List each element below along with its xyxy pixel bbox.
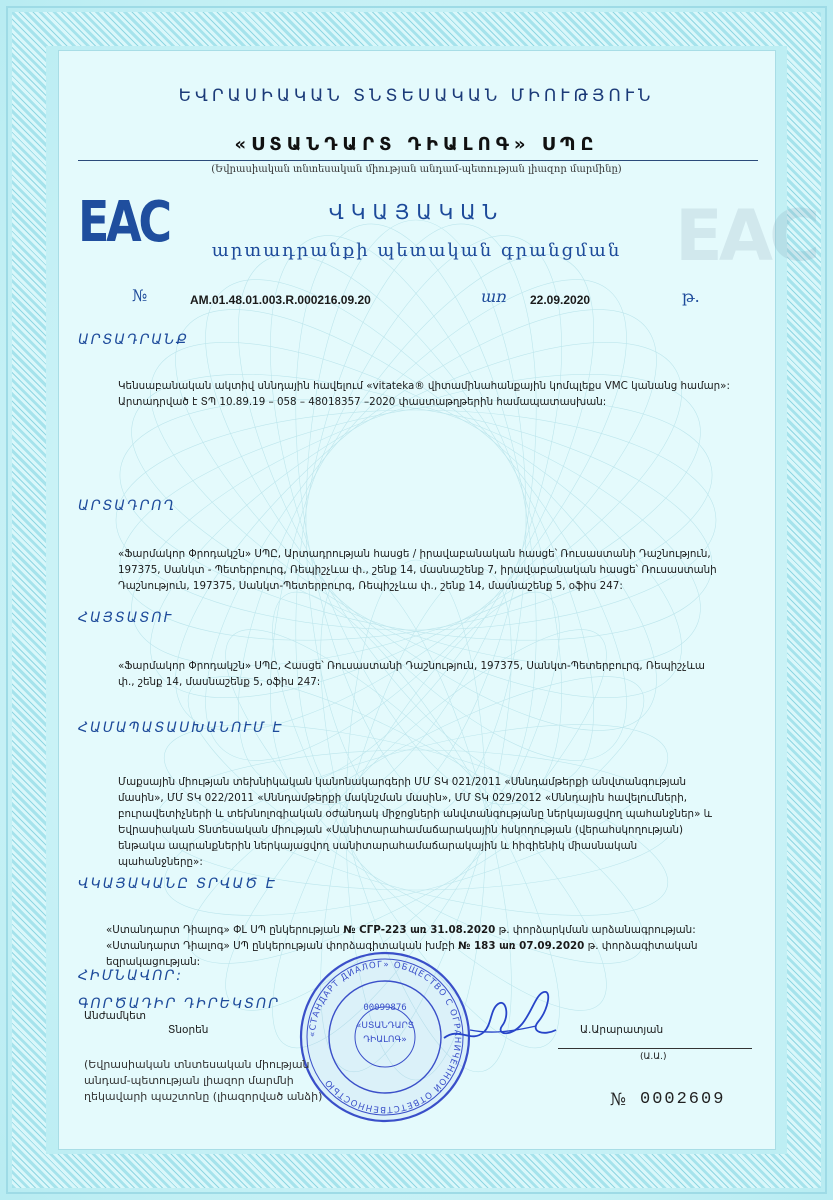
initials-caption: (Ա.Ա.) [640, 1052, 667, 1062]
head-heading: ԳՈՐԾԱԴԻՐ ԴԻՐԵԿՏՈՐ [78, 996, 280, 1012]
certificate-number: AM.01.48.01.003.R.000216.09.20 [190, 293, 371, 307]
serial-label: № [610, 1090, 627, 1110]
signature-line [558, 1048, 752, 1049]
expert-group-reference: № 183 առ 07.09.2020 [458, 940, 585, 952]
certificate-date: 22.09.2020 [530, 293, 591, 307]
manufacturer-line: «Ֆարմակոր Փրոդակշն» ՍՊԸ, Արտադրության հասցե / իրավաբանական հասցե՝ Ռուսաստանի Դաշնություն, [118, 548, 711, 560]
seal-center-bottom: ԴԻԱԼՈԳ» [363, 1035, 407, 1045]
seal-ring-text: «СТАНДАРТ ДИАЛОГ» ОБЩЕСТВО С ОГРАНИЧЕННОЙ ОТВЕТСТВЕННОСТЬЮ [307, 959, 463, 1115]
applicant-text [118, 658, 705, 690]
issued-line: եզրակացության: [106, 956, 201, 968]
date-label: առ [481, 287, 507, 306]
conformity-line: ենթակա ապրանքներին ներկայացվող սանիտարահամաճարակային և հիգիենիկ միասնական [118, 840, 638, 852]
applicant-heading: ՀԱՅՏԱՏՈՒ [78, 610, 174, 626]
conformity-line: պահանջները»: [118, 856, 203, 868]
applicant-line: փ., շենք 14, մասնաշենք 5, օֆիս 247: [118, 676, 321, 688]
union-title: ԵՎՐԱՍԻԱԿԱՆ ՏՆՏԵՍԱԿԱՆ ՄԻՈՒԹՅՈՒՆ [178, 86, 655, 106]
manufacturer-line: 197375, Սանկտ - Պետերբուրգ, Ռեպիշչևա փ., շենք 14, մասնաշենք 7, իրավաբանական հասցե՝ Ռուսաստանի [118, 564, 717, 576]
conformity-line: մասին», ՄՄ ՏԿ 022/2011 «Սննդամթերքի մակնշման մասին», ՄՄ ՏԿ 029/2012 «Սննդային հավելումների, [118, 792, 687, 804]
protocol-reference: № СГР-223 առ 31.08.2020 [343, 924, 496, 936]
issued-line1-suffix: թ. փորձարկման արձանագրության: [498, 924, 696, 936]
manufacturer-text [118, 546, 717, 594]
seal-code: 00099876 [363, 1003, 407, 1013]
issued-line2-suffix: թ. փորձագիտական [587, 940, 698, 952]
product-heading: ԱՐՏԱԴՐԱՆՔ [78, 332, 189, 348]
conformity-line: Եվրասիական Տնտեսական միության «Սանիտարահամաճարակային հսկողության (վերահսկողության) [118, 824, 684, 836]
number-label: № [132, 286, 148, 305]
signature-underline [470, 1026, 536, 1032]
ghost-mark-watermark: ЕАС [675, 195, 817, 277]
manufacturer-heading: ԱՐՏԱԴՐՈՂ [78, 498, 177, 514]
eac-mark-logo: ЕАС [78, 190, 169, 255]
certificate-subtitle: արտադրանքի պետական գրանցման [211, 240, 622, 261]
handwritten-signature [440, 986, 560, 1056]
issued-line1-prefix: «Ստանդարտ Դիալոգ» ՓԼ ՍՊ ընկերության [106, 924, 340, 936]
position-label: Անժամկետ [84, 1010, 147, 1022]
year-suffix: թ. [682, 287, 700, 306]
conformity-line: Մաքսային միության տեխնիկական կանոնակարգերի ՄՄ ՏԿ 021/2011 «Սննդամթերքի անվտանգության [118, 776, 687, 788]
conformity-text [118, 774, 712, 870]
issued-line [106, 922, 698, 938]
seal-center-top: «ՍՏԱՆԴԱՐՏ [355, 1021, 415, 1031]
certificate-title: ՎԿԱՅԱԿԱՆ [328, 200, 505, 224]
issued-heading: ՎԿԱՅԱԿԱՆԸ ՏՐՎԱԾ Է [78, 876, 277, 892]
product-line: Կենսաբանական ակտիվ սննդային հավելում «vitateka® վիտամինահանքային կոմպլեքս VMC կանանց համար»: [118, 380, 730, 392]
product-text [118, 378, 730, 410]
footer-line: (Եվրասիական տնտեսական միության [84, 1058, 310, 1071]
organization-name: «ՍՏԱՆԴԱՐՏ ԴԻԱԼՈԳ» ՍՊԸ [234, 134, 599, 155]
authority-footer [84, 1057, 322, 1105]
basis-heading: ՀԻՄՆԱՎՈՐ: [78, 968, 183, 984]
applicant-line: «Ֆարմակոր Փրոդակշն» ՍՊԸ, Հասցե՝ Ռուսաստանի Դաշնություն, 197375, Սանկտ-Պետերբուրգ, Ռեպիշչևա [118, 660, 705, 672]
header-divider [78, 160, 758, 161]
conformity-heading: ՀԱՄԱՊԱՏԱՍԽԱՆՈՒՄ Է [78, 720, 284, 736]
director-name: Ա.Արարատյան [580, 1024, 664, 1036]
manufacturer-line: Դաշնություն, 197375, Սանկտ-Պետերբուրգ, Ռեպիշչևա փ., շենք 14, մասնաշենք 5, օֆիս 247: [118, 580, 623, 592]
conformity-line: բուրավետիչների և տեխնոլոգիական օժանդակ միջոցների անվտանգությանը ներկայացվող պահանջներ» և [118, 808, 713, 820]
product-line: Արտադրված է ՏՊ 10.89.19 – 058 – 48018357 –2020 փաստաթղթերին համապատասխան: [118, 396, 607, 408]
director-label: Տնօրեն [168, 1024, 209, 1036]
issued-line2-prefix: «Ստանդարտ Դիալոգ» ՍՊ ընկերության փորձագիտական խմբի [106, 940, 455, 952]
serial-number: 0002609 [640, 1090, 726, 1109]
organization-caption: (Եվրասիական տնտեսական միության անդամ-պետության լիազոր մարմինը) [211, 164, 622, 175]
footer-line: անդամ-պետության լիազոր մարմնի [84, 1074, 294, 1087]
footer-line: ղեկավարի պաշտոնը (լիազորված անձի) [84, 1090, 323, 1103]
